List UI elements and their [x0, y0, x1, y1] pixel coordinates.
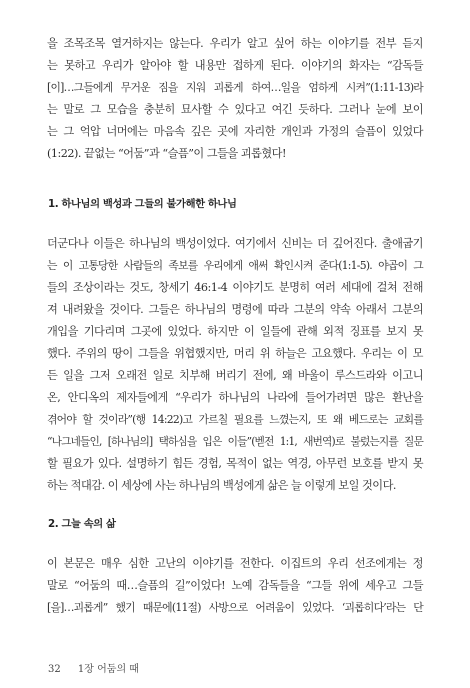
text-line: 들의 조상이라는 것도, 창세기 46:1-4 이야기도 분명히 여러 세대에 걸쳐 전해 — [47, 281, 423, 294]
text-line: (1:22). 끝없는 “어둠”과 “슬픔”이 그들을 괴롭혔다! — [47, 147, 286, 160]
text-line: 말로 “어둠의 때…슬픔의 길”이었다! 노예 감독들을 “그들 위에 세우고 그들 — [47, 579, 423, 592]
text-line: 을 조목조목 열거하지는 않는다. 우리가 알고 싶어 하는 이야기를 전부 듣지 — [47, 37, 423, 50]
text-line: 했다. 주위의 땅이 그들을 위협했지만, 머리 위 하늘은 고요했다. 우리는 이 모 — [47, 347, 423, 360]
text-line: 는 말로 그 모습을 충분히 묘사할 수 있다고 여긴 듯하다. 그러나 눈에 보이 — [47, 103, 423, 116]
paragraph-intro — [47, 33, 423, 165]
paragraph-section-1 — [47, 233, 423, 497]
text-line: 져 내려왔을 것이다. 그들은 하나님의 명령에 따라 그분의 약속 아래서 그분의 — [47, 303, 423, 316]
text-line: 는 그 억압 너머에는 마음속 깊은 곳에 자리한 개인과 가정의 슬픔이 있었다 — [47, 125, 423, 138]
paragraph-section-2 — [47, 553, 423, 619]
text-line: 겪어야 할 것이라”(행 14:22)고 가르칠 필요를 느꼈는지, 또 왜 베드로는 교회를 — [47, 413, 423, 426]
text-line: 든 일을 그저 오래전 일로 치부해 버리기 전에, 왜 바울이 루스드라와 이고니 — [47, 369, 423, 382]
text-line: 개입을 기다리며 그곳에 있었다. 하지만 이 일들에 관해 외적 징표를 보지 못 — [47, 325, 423, 338]
text-line: [이]…그들에게 무거운 짐을 지워 괴롭게 하여…일을 엄하게 시켜”(1:11-13)라 — [47, 81, 423, 94]
running-footer-chapter: 1장 어둠의 때 — [77, 664, 139, 675]
text-line: 는 이 고통당한 사람들의 족보를 우리에게 애써 확인시켜 준다(1:1-5). 야곱이 그 — [47, 259, 423, 272]
text-line: 온, 안디옥의 제자들에게 “우리가 하나님의 나라에 들어가려면 많은 환난을 — [47, 391, 423, 404]
section-heading-2: 2. 그늘 속의 삶 — [48, 518, 116, 530]
text-line: “나그네들인, [하나님의] 택하심을 입은 이들”(벧전 1:1, 새번역)로 불렀는지를 질문 — [47, 435, 423, 448]
section-heading-1: 1. 하나님의 백성과 그들의 불가해한 하나님 — [48, 198, 237, 210]
text-line: 하는 적대감. 이 세상에 사는 하나님의 백성에게 삶은 늘 이렇게 보일 것이다. — [47, 479, 396, 492]
page-footer — [48, 660, 139, 675]
text-line: 할 필요가 있다. 설명하기 힘든 경험, 목적이 없는 역경, 아무런 보호를 받지 못 — [47, 457, 423, 470]
text-line: [을]…괴롭게” 했기 때문에(11절) 사방으로 어려움이 있었다. ‘괴롭히다’라는 단 — [47, 601, 423, 614]
text-line: 더군다나 이들은 하나님의 백성이었다. 여기에서 신비는 더 깊어진다. 출애굽기 — [47, 237, 423, 250]
text-line: 이 본문은 매우 심한 고난의 이야기를 전한다. 이집트의 우리 선조에게는 정 — [47, 557, 423, 570]
page-number: 32 — [48, 664, 61, 675]
text-line: 는 못하고 우리가 알아야 할 내용만 접하게 된다. 이야기의 화자는 “감독들 — [47, 59, 423, 72]
